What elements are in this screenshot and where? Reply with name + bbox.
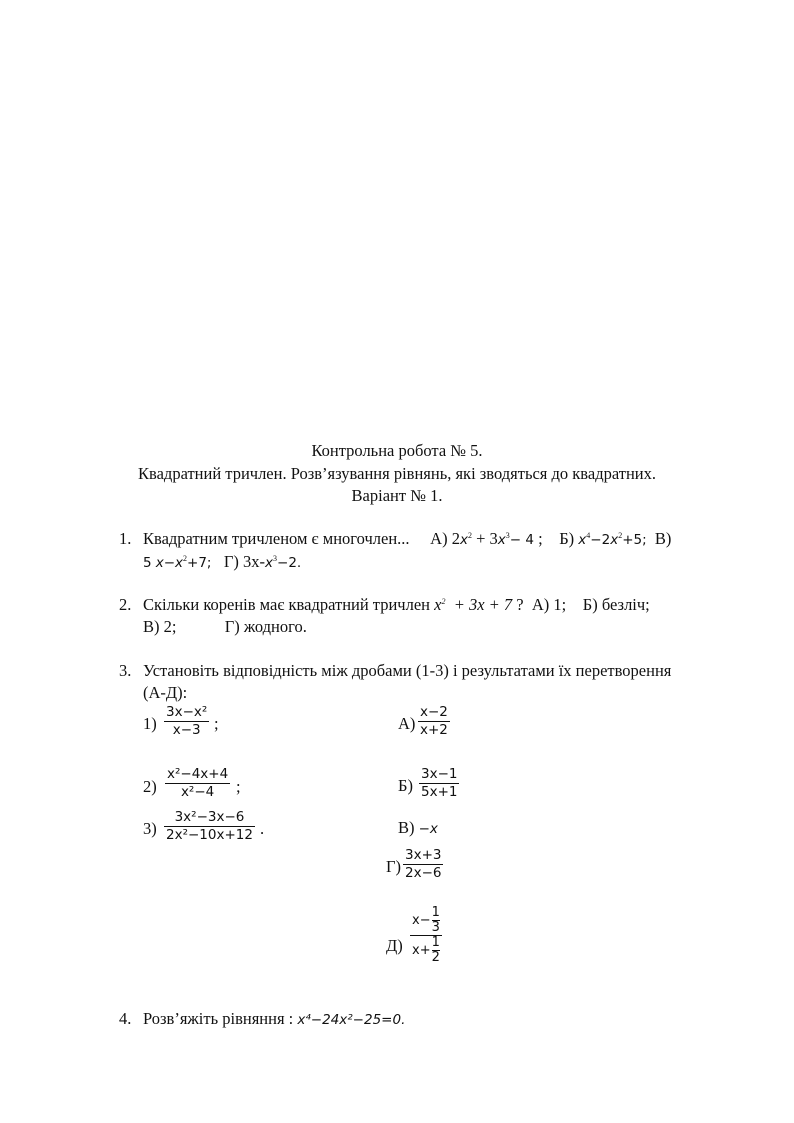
- q3-item2-label: 2): [143, 777, 157, 796]
- q3-answer-v: В) −x: [398, 818, 438, 837]
- q1-line2: [143, 552, 301, 572]
- q3-answer-g-label: Г): [386, 857, 402, 876]
- q1-line1: [143, 529, 671, 549]
- q2-option-v: В) 2;: [143, 617, 177, 636]
- q3-answer-a-label: А): [398, 714, 416, 733]
- doc-variant: Варіант № 1.: [351, 486, 443, 505]
- q3-item1-label: 1): [143, 714, 157, 733]
- q1-option-v: 5 $x-x^2+7$;: [143, 554, 212, 571]
- q2-option-g: Г) жодного.: [224, 617, 307, 636]
- q3-answer-b-fraction: 3x−1 5x+1: [421, 766, 458, 800]
- q3-answer-a-fraction: x−2 x+2: [420, 704, 448, 738]
- doc-title: Контрольна робота № 5.: [311, 441, 483, 460]
- q3-item2-fraction: x²−4x+4 x²−4: [167, 766, 229, 800]
- q3-item1-fraction: 3x−x² x−3: [166, 704, 208, 738]
- doc-topic: Квадратний тричлен. Розв’язування рівнянь, які зводяться до квадратних.: [138, 464, 656, 483]
- q3-answer-g-fraction: 3x+3 2x−6: [405, 847, 442, 881]
- q3-number: 3.: [119, 661, 132, 680]
- q3-item3-label: 3): [143, 819, 157, 838]
- q2-expression: $x^2 + 3x + 7$: [434, 595, 513, 614]
- q1-option-b: Б) $x^4-2x^2+5$;: [559, 529, 647, 548]
- q3-answer-d-fraction: x− 1 3 x+ 1 2: [412, 905, 440, 965]
- q1-option-g: Г) $3х-x^3-2$.: [223, 552, 302, 571]
- q2-option-a: А) 1;: [531, 595, 567, 614]
- q3-answer-d-label: Д): [386, 936, 403, 955]
- q2-text: Скільки коренів має квадратний тричлен: [143, 595, 430, 614]
- q2-line1: Скільки коренів має квадратний тричлен $x^2 + 3x + 7$ ? А) 1; Б) безліч;: [143, 595, 650, 614]
- q1-option-a: А) $2x^2 + 3x^3- 4$ ;: [430, 529, 543, 548]
- q4-number: 4.: [119, 1009, 132, 1028]
- q3-answer-b-label: Б): [398, 776, 413, 795]
- q4-text: Розв’яжіть рівняння :: [143, 1009, 294, 1028]
- q2-number: 2.: [119, 595, 132, 614]
- q1-option-v-label: В): [654, 529, 672, 548]
- q2-option-b: Б) безліч;: [582, 595, 650, 614]
- q2-line2: [143, 617, 307, 637]
- q3-text-cont: (А-Д):: [143, 683, 188, 702]
- q4-equation: x⁴−24x²−25=0.: [297, 1012, 406, 1028]
- q3-text: Установіть відповідність між дробами (1-3) і результатами їх перетворення: [143, 661, 672, 680]
- q4-line: [143, 1009, 405, 1029]
- q1-text: Квадратним тричленом є многочлен...: [143, 529, 410, 548]
- q3-item3-fraction: 3x²−3x−6 2x²−10x+12: [166, 809, 253, 843]
- q1-number: 1.: [119, 529, 132, 548]
